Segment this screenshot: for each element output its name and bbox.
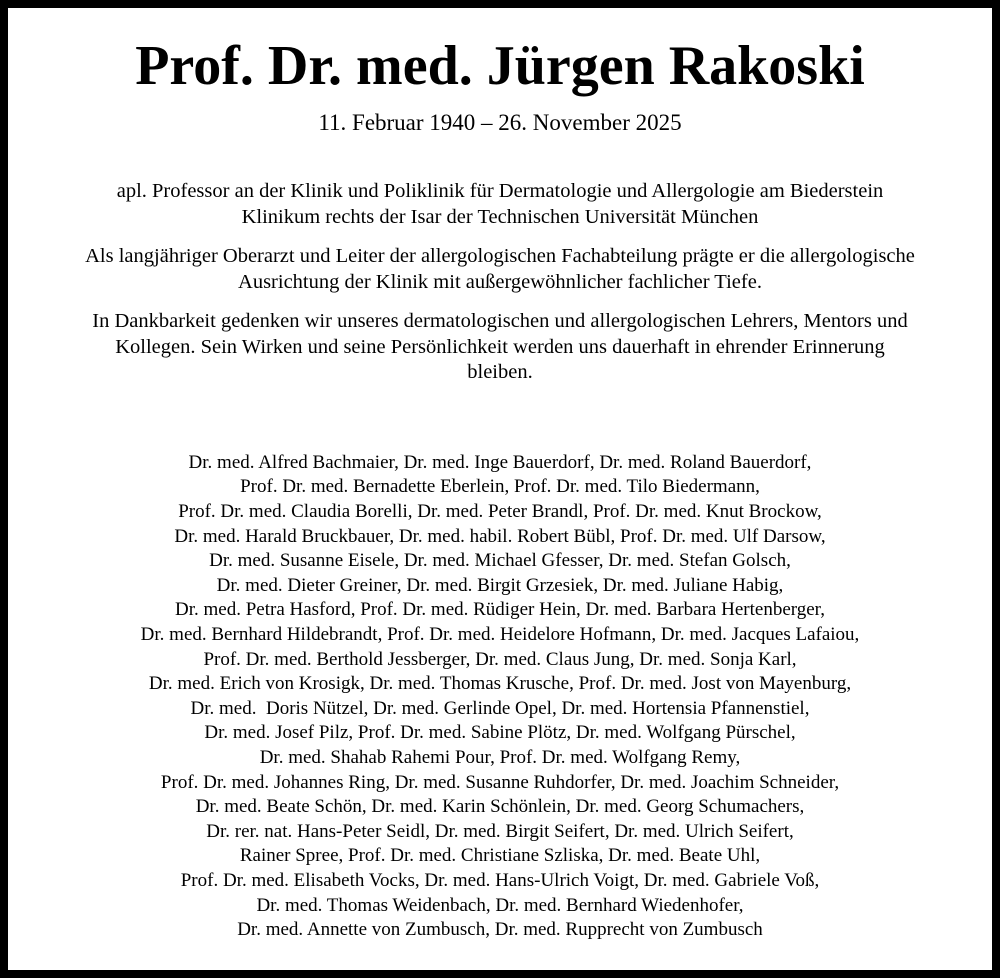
mourner-line: Dr. med. Annette von Zumbusch, Dr. med. Rupprecht von Zumbusch [237,919,763,941]
mourner-line: Dr. med. Harald Bruckbauer, Dr. med. habil. Robert Bübl, Prof. Dr. med. Ulf Darsow, [174,525,826,547]
mourner-line: Dr. med. Josef Pilz, Prof. Dr. med. Sabine Plötz, Dr. med. Wolfgang Pürschel, [204,722,796,744]
mourner-line: Dr. med. Erich von Krosigk, Dr. med. Thomas Krusche, Prof. Dr. med. Jost von Mayenburg, [148,673,852,695]
mourner-line: Dr. med. Bernhard Hildebrandt, Prof. Dr. med. Heidelore Hofmann, Dr. med. Jacques Lafaiou, [140,624,860,646]
paragraph-remembrance: In Dankbarkeit gedenken wir unseres dermatologischen und allergologischen Lehrers, Mentors und Kollegen. Sein Wirken und seine Persönlichkeit werden uns dauerhaft in ehrender Erinnerung bleiben. [92,310,908,384]
mourner-line: Dr. med. Doris Nützel, Dr. med. Gerlinde Opel, Dr. med. Hortensia Pfannenstiel, [190,697,810,719]
mourner-line: Dr. med. Dieter Greiner, Dr. med. Birgit Grzesiek, Dr. med. Juliane Habig, [216,574,784,596]
mourner-line: Rainer Spree, Prof. Dr. med. Christiane Szliska, Dr. med. Beate Uhl, [239,845,761,867]
mourner-line: Dr. med. Shahab Rahemi Pour, Prof. Dr. med. Wolfgang Remy, [259,747,741,769]
mourner-line: Dr. med. Petra Hasford, Prof. Dr. med. Rüdiger Hein, Dr. med. Barbara Hertenberger, [175,599,825,621]
mourner-line: Prof. Dr. med. Johannes Ring, Dr. med. Susanne Ruhdorfer, Dr. med. Joachim Schneider, [160,771,840,793]
mourner-line: Prof. Dr. med. Claudia Borelli, Dr. med. Peter Brandl, Prof. Dr. med. Knut Brockow, [178,501,822,523]
mourner-line: Dr. med. Beate Schön, Dr. med. Karin Schönlein, Dr. med. Georg Schumachers, [195,796,805,818]
mourner-line: Prof. Dr. med. Elisabeth Vocks, Dr. med. Hans-Ulrich Voigt, Dr. med. Gabriele Voß, [180,869,820,891]
mourner-line: Dr. med. Susanne Eisele, Dr. med. Michael Gfesser, Dr. med. Stefan Golsch, [209,550,791,572]
mourner-line: Prof. Dr. med. Berthold Jessberger, Dr. med. Claus Jung, Dr. med. Sonja Karl, [203,648,797,670]
paragraph-career: Als langjähriger Oberarzt und Leiter der allergologischen Fachabteilung prägte er die allergologische Ausrichtung der Klinik mit außergewöhnlicher fachlicher Tiefe. [85,245,915,293]
mourner-line: Dr. rer. nat. Hans-Peter Seidl, Dr. med. Birgit Seifert, Dr. med. Ulrich Seifert, [206,820,794,842]
life-dates: 11. Februar 1940 – 26. November 2025 [318,110,682,136]
mourner-line: Dr. med. Thomas Weidenbach, Dr. med. Bernhard Wiedenhofer, [256,894,744,916]
deceased-name-title: Prof. Dr. med. Jürgen Rakoski [135,35,865,97]
mourners-list [8,451,992,943]
mourner-line: Prof. Dr. med. Bernadette Eberlein, Prof. Dr. med. Tilo Biedermann, [240,476,760,498]
mourner-line: Dr. med. Alfred Bachmaier, Dr. med. Inge Bauerdorf, Dr. med. Roland Bauerdorf, [188,451,812,473]
paragraph-position: apl. Professor an der Klinik und Poliklinik für Dermatologie und Allergologie am Biederstein Klinikum rechts der Isar der Technischen Universität München [116,180,884,228]
obituary-body [8,179,992,386]
